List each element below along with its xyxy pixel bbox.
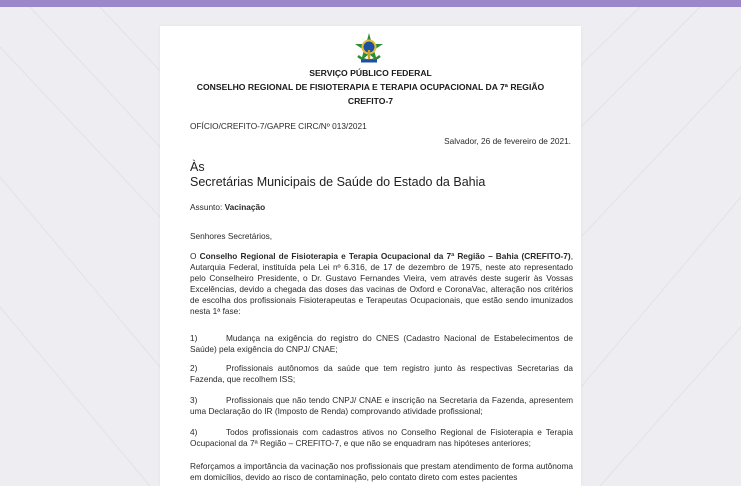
recipient-name: Secretárias Municipais de Saúde do Estado da Bahia [190,175,486,189]
list-item-text: Todos profissionais com cadastros ativos no Conselho Regional de Fisioterapia e Terapia Ocupacional da 7ª Região – CREFITO-7, e que não se enquadram nas hipóteses anteriores; [190,427,573,449]
list-item [190,395,573,417]
intro-paragraph [190,251,573,318]
list-item-number: 4) [190,427,198,437]
list-item-text: Profissionais que não tendo CNPJ/ CNAE e inscrição na Secretaria da Fazenda, apresentem uma Declaração do IR (Imposto de Renda) comprovando atividade profissional; [190,395,573,417]
list-item [190,427,573,449]
list-item-number: 3) [190,395,198,405]
document-page [160,26,581,486]
intro-organization: Conselho Regional de Fisioterapia e Terapia Ocupacional da 7ª Região – Bahia (CREFITO-7) [199,251,571,261]
recipient-to: Às [190,160,205,174]
header-service-title: SERVIÇO PÚBLICO FEDERAL [309,68,432,78]
list-item [190,363,573,385]
header-council-acronym: CREFITO-7 [347,96,394,106]
header-council-name: CONSELHO REGIONAL DE FISIOTERAPIA E TERAPIA OCUPACIONAL DA 7ª REGIÃO [196,82,545,92]
list-item-number: 2) [190,363,198,373]
salutation: Senhores Secretários, [190,231,273,241]
subject-label: Assunto: [190,202,225,212]
brazil-coat-of-arms-icon [352,32,386,66]
subject-line [190,202,265,213]
list-item-number: 1) [190,333,198,343]
subject-value: Vacinação [224,202,266,212]
top-accent-bar [0,0,741,7]
date-line: Salvador, 26 de fevereiro de 2021. [444,136,571,146]
list-item [190,333,573,355]
intro-prefix: O [190,251,200,261]
closing-paragraph: Reforçamos a importância da vacinação nos profissionais que prestam atendimento de forma autônoma em domicílios, devido ao risco de contaminação, pelo contato direto com estes pacientes [190,461,573,483]
document-reference: OFÍCIO/CREFITO-7/GAPRE CIRC/Nº 013/2021 [190,121,367,131]
list-item-text: Profissionais autônomos da saúde que tem registro junto às respectivas Secretarias da Fazenda, que recolhem ISS; [190,363,573,385]
list-item-text: Mudança na exigência do registro do CNES (Cadastro Nacional de Estabelecimentos de Saúde) pela exigência do CNPJ/ CNAE; [190,333,573,355]
intro-body: , Autarquia Federal, instituída pela Lei nº 6.316, de 17 de dezembro de 1975, neste ato representado pelo Conselheiro Presidente, o Dr. Gustavo Fernandes Vieira, vem através deste sugerir às Vossas Excelências, devido a chegada das doses das vacinas de Oxford e CoronaVac, alteração nos critérios de escolha dos profissionais Fisioterapeutas e Terapeutas Ocupacionais, que estão sendo imunizados nesta 1ª fase: [190,251,573,317]
